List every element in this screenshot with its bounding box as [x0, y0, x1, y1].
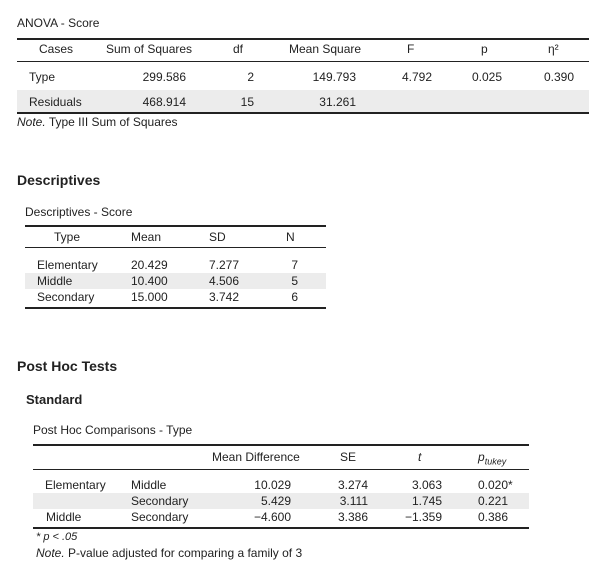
posthoc-cell-md: −4.600 [253, 510, 291, 524]
descriptives-cell-n: 7 [291, 258, 298, 272]
posthoc-header-t: t [418, 450, 422, 464]
posthoc-note [36, 546, 302, 560]
descriptives-top-rule [25, 225, 326, 227]
descriptives-header-type: Type [54, 230, 81, 244]
descriptives-header-sd: SD [209, 230, 226, 244]
posthoc-cell-se: 3.111 [339, 494, 368, 508]
posthoc-table-title: Post Hoc Comparisons - Type [33, 423, 193, 437]
posthoc-cell-group2: Secondary [131, 510, 189, 524]
posthoc-bottom-rule [33, 527, 529, 529]
anova-note-label: Note. [17, 115, 46, 129]
posthoc-cell-p: 0.020* [478, 478, 513, 492]
anova-cell-ss: 299.586 [142, 70, 186, 84]
descriptives-cell-sd: 7.277 [209, 258, 240, 272]
posthoc-heading: Post Hoc Tests [17, 358, 118, 374]
descriptives-cell-type: Middle [37, 274, 73, 288]
anova-top-rule [17, 38, 589, 40]
posthoc-cell-t: 3.063 [411, 478, 442, 492]
descriptives-cell-mean: 15.000 [131, 290, 168, 304]
posthoc-header-se: SE [340, 450, 357, 464]
descriptives-cell-mean: 10.400 [131, 274, 168, 288]
descriptives-header-rule [25, 247, 326, 248]
descriptives-table-title: Descriptives - Score [25, 205, 133, 219]
posthoc-cell-group2: Middle [131, 478, 167, 492]
posthoc-subheading: Standard [26, 392, 83, 407]
anova-cell-df: 15 [240, 95, 254, 109]
posthoc-header-ptukey: $p_{tukey}$ [478, 450, 507, 467]
anova-header-eta: η² [548, 42, 559, 56]
anova-table-title: ANOVA - Score [17, 16, 100, 30]
posthoc-cell-p: 0.386 [478, 510, 509, 524]
anova-note-text: Type III Sum of Squares [48, 115, 178, 129]
posthoc-cell-group2: Secondary [131, 494, 189, 508]
anova-header-p: p [481, 42, 488, 56]
descriptives-header-mean: Mean [131, 230, 162, 244]
anova-cell-case: Type [29, 70, 56, 84]
descriptives-cell-type: Secondary [37, 290, 95, 304]
anova-cell-ss: 468.914 [142, 95, 186, 109]
posthoc-cell-se: 3.274 [337, 478, 368, 492]
posthoc-cell-t: −1.359 [404, 510, 442, 524]
posthoc-cell-se: 3.386 [337, 510, 368, 524]
anova-note [17, 115, 178, 129]
posthoc-cell-md: 5.429 [260, 494, 291, 508]
anova-cell-ms: 149.793 [312, 70, 356, 84]
posthoc-header-rule [33, 469, 529, 470]
descriptives-cell-sd: 3.742 [209, 290, 240, 304]
posthoc-cell-group1: Elementary [45, 478, 106, 492]
anova-bottom-rule [17, 112, 589, 114]
posthoc-cell-md: 10.029 [254, 478, 291, 492]
descriptives-heading: Descriptives [17, 172, 101, 188]
descriptives-bottom-rule [25, 307, 326, 309]
descriptives-cell-mean: 20.429 [131, 258, 168, 272]
anova-header-f: F [407, 42, 415, 56]
posthoc-cell-t: 1.745 [411, 494, 442, 508]
descriptives-cell-sd: 4.506 [209, 274, 240, 288]
anova-cell-p: 0.025 [471, 70, 502, 84]
anova-header-ms: Mean Square [289, 42, 362, 56]
descriptives-header-n: N [286, 230, 295, 244]
anova-cell-df: 2 [247, 70, 254, 84]
posthoc-header-md: Mean Difference [212, 450, 300, 464]
anova-cell-f: 4.792 [401, 70, 432, 84]
posthoc-top-rule [33, 444, 529, 446]
posthoc-cell-group1: Middle [46, 510, 82, 524]
anova-cell-eta: 0.390 [543, 70, 574, 84]
anova-header-ss: Sum of Squares [106, 42, 193, 56]
anova-header-rule [17, 61, 589, 62]
anova-header-cases: Cases [39, 42, 74, 56]
posthoc-note-text: P-value adjusted for comparing a family of 3 [68, 546, 303, 560]
posthoc-note-label: Note. [36, 546, 65, 560]
posthoc-footnote: * p < .05 [36, 531, 78, 543]
anova-cell-case: Residuals [29, 95, 82, 109]
anova-header-df: df [233, 42, 244, 56]
descriptives-cell-n: 5 [291, 274, 298, 288]
descriptives-cell-n: 6 [291, 290, 298, 304]
anova-cell-ms: 31.261 [319, 95, 356, 109]
posthoc-cell-p: 0.221 [478, 494, 509, 508]
descriptives-cell-type: Elementary [37, 258, 98, 272]
